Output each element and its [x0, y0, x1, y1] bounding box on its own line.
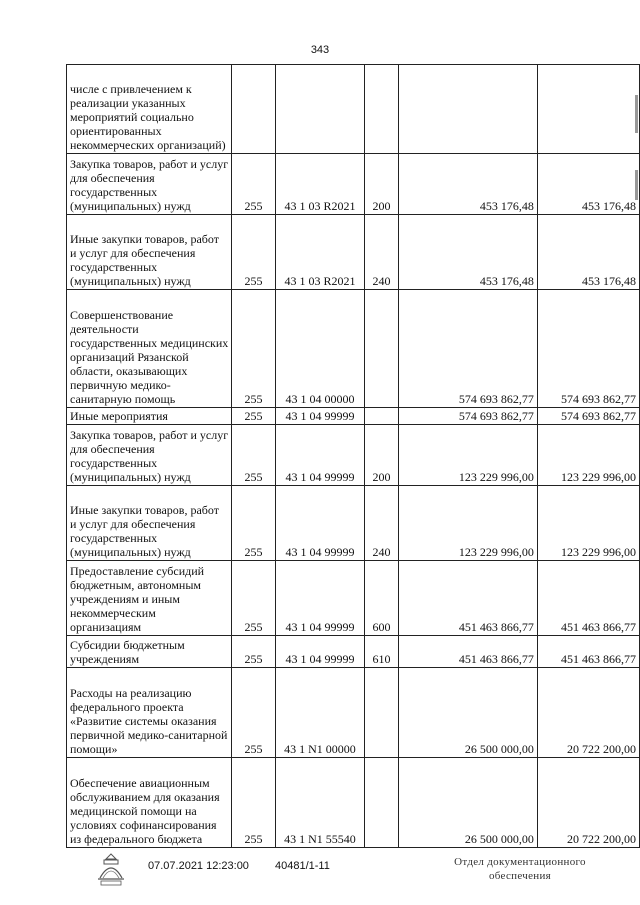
page-number: 343: [310, 44, 330, 56]
row-name: Закупка товаров, работ и услуг для обеспечения государственных (муниципальных) нужд: [67, 425, 232, 486]
row-value1: 453 176,48: [398, 215, 537, 290]
row-name: Обеспечение авиационным обслуживанием для оказания медицинской помощи на условиях софинансирования из федерального бюджета: [67, 758, 232, 848]
row-name: Расходы на реализацию федерального проекта «Развитие системы оказания первичной медико-санитарной помощи»: [67, 668, 232, 758]
row-code2: 43 1 04 99999: [275, 425, 364, 486]
row-code3: [365, 290, 399, 408]
row-code1: 255: [232, 215, 275, 290]
row-code1: 255: [232, 668, 275, 758]
row-name: Иные мероприятия: [67, 408, 232, 425]
row-name: Субсидии бюджетным учреждениям: [67, 636, 232, 668]
table-row: [67, 215, 640, 290]
row-code3: [365, 65, 399, 154]
row-value2: 453 176,48: [537, 215, 639, 290]
row-value2: 574 693 862,77: [537, 290, 639, 408]
row-code2: 43 1 04 00000: [275, 290, 364, 408]
footer-department-stamp: [445, 855, 595, 883]
row-code3: 200: [365, 154, 399, 215]
row-code2: [275, 65, 364, 154]
row-code2: 43 1 03 R2021: [275, 154, 364, 215]
row-value1: [398, 65, 537, 154]
row-code1: 255: [232, 408, 275, 425]
row-value1: 574 693 862,77: [398, 290, 537, 408]
row-code1: 255: [232, 290, 275, 408]
footer-dept-line2: обеспечения: [488, 870, 552, 882]
row-value2: 574 693 862,77: [537, 408, 639, 425]
table-row: [67, 758, 640, 848]
emblem-logo-icon: [96, 852, 126, 888]
table-row: [67, 65, 640, 154]
row-name: Иные закупки товаров, работ и услуг для обеспечения государственных (муниципальных) нужд: [67, 215, 232, 290]
row-code2: 43 1 N1 00000: [275, 668, 364, 758]
row-value1: 574 693 862,77: [398, 408, 537, 425]
row-value1: 451 463 866,77: [398, 636, 537, 668]
row-value1: 26 500 000,00: [398, 668, 537, 758]
row-code3: 200: [365, 425, 399, 486]
footer-doc-code: 40481/1-11: [275, 860, 330, 872]
row-code2: 43 1 04 99999: [275, 636, 364, 668]
row-code2: 43 1 04 99999: [275, 486, 364, 561]
row-value2: 123 229 996,00: [537, 425, 639, 486]
row-code3: [365, 758, 399, 848]
row-code1: 255: [232, 154, 275, 215]
table-row: [67, 290, 640, 408]
row-value1: 451 463 866,77: [398, 561, 537, 636]
row-value2: 451 463 866,77: [537, 561, 639, 636]
footer-datetime: 07.07.2021 12:23:00: [148, 860, 249, 872]
row-code2: 43 1 04 99999: [275, 408, 364, 425]
table-row: [67, 425, 640, 486]
row-name: Закупка товаров, работ и услуг для обеспечения государственных (муниципальных) нужд: [67, 154, 232, 215]
row-value1: 453 176,48: [398, 154, 537, 215]
row-code3: [365, 408, 399, 425]
table-row: [67, 154, 640, 215]
row-code1: 255: [232, 636, 275, 668]
row-code3: 600: [365, 561, 399, 636]
table-row: [67, 636, 640, 668]
row-value1: 123 229 996,00: [398, 425, 537, 486]
row-value1: 26 500 000,00: [398, 758, 537, 848]
row-code3: 240: [365, 215, 399, 290]
row-code1: [232, 65, 275, 154]
row-code3: 610: [365, 636, 399, 668]
row-value1: 123 229 996,00: [398, 486, 537, 561]
table-row: [67, 408, 640, 425]
row-value2: 20 722 200,00: [537, 758, 639, 848]
row-code1: 255: [232, 425, 275, 486]
row-name: числе с привлечением к реализации указанных мероприятий социально ориентированных некоммерческих организаций): [67, 65, 232, 154]
footer: [0, 850, 640, 905]
row-code2: 43 1 03 R2021: [275, 215, 364, 290]
row-code1: 255: [232, 561, 275, 636]
budget-table: [66, 64, 640, 848]
row-value2: 123 229 996,00: [537, 486, 639, 561]
row-code1: 255: [232, 486, 275, 561]
row-code2: 43 1 04 99999: [275, 561, 364, 636]
row-name: Предоставление субсидий бюджетным, автономным учреждениям и иным некоммерческим организациям: [67, 561, 232, 636]
footer-dept-line1: Отдел документационного: [454, 856, 586, 868]
row-name: Иные закупки товаров, работ и услуг для обеспечения государственных (муниципальных) нужд: [67, 486, 232, 561]
row-code1: 255: [232, 758, 275, 848]
row-value2: 20 722 200,00: [537, 668, 639, 758]
row-code2: 43 1 N1 55540: [275, 758, 364, 848]
row-value2: 451 463 866,77: [537, 636, 639, 668]
table-row: [67, 668, 640, 758]
table-row: [67, 561, 640, 636]
row-value2: [537, 65, 639, 154]
row-code3: 240: [365, 486, 399, 561]
row-name: Совершенствование деятельности государственных медицинских организаций Рязанской области, оказывающих первичную медико-санитарную помощь: [67, 290, 232, 408]
row-value2: 453 176,48: [537, 154, 639, 215]
row-code3: [365, 668, 399, 758]
table-row: [67, 486, 640, 561]
